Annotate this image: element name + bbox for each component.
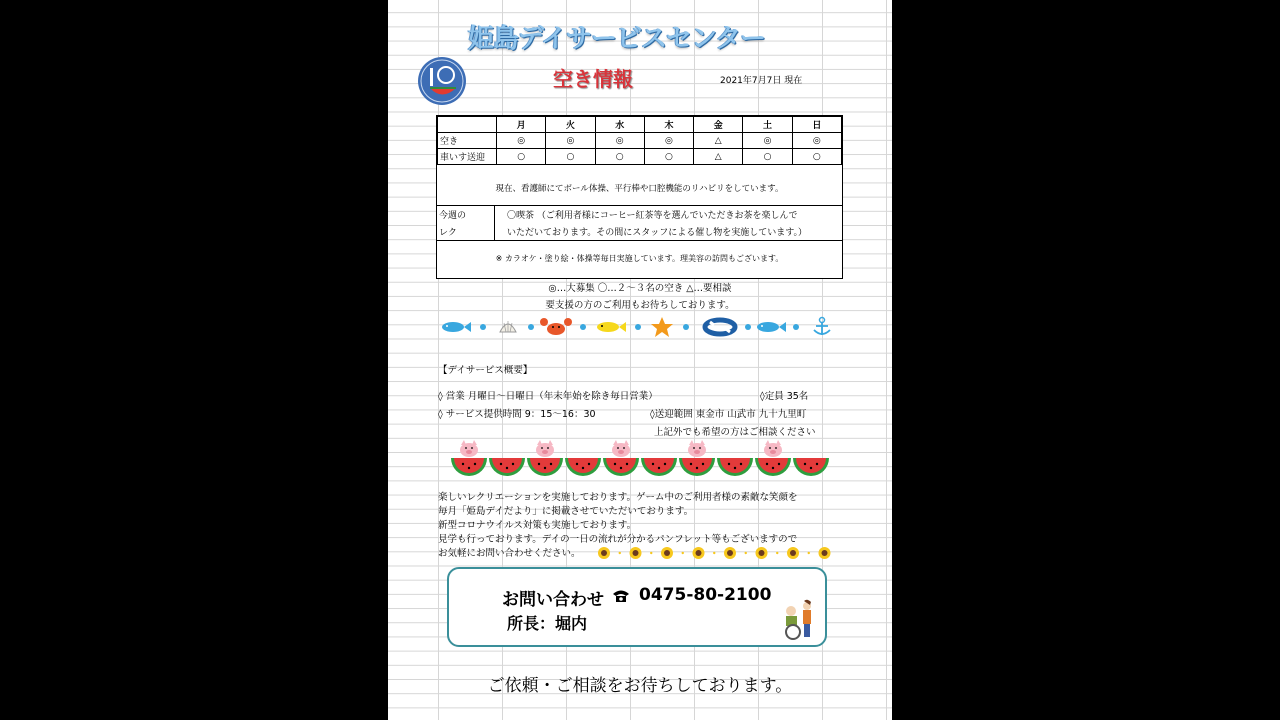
sunflower-icon bbox=[756, 547, 768, 559]
watermelon-slice-icon bbox=[451, 458, 487, 476]
wheelchair-cell: ○ bbox=[497, 149, 546, 165]
row-label-vacancy: 空き bbox=[438, 133, 497, 149]
transport-area: ◊送迎範囲 東金市 山武市 九十九里町 bbox=[650, 409, 807, 420]
phone-number: 0475-80-2100 bbox=[639, 585, 772, 605]
page-title: 姫島デイサービスセンター bbox=[468, 24, 766, 54]
paragraph-line: お気軽にお問い合わせください。 bbox=[438, 548, 581, 559]
day-header: 土 bbox=[743, 117, 792, 133]
row-label-wheelchair: 車いす送迎 bbox=[438, 149, 497, 165]
table-divider bbox=[437, 205, 842, 206]
as-of-date: 2021年7月7日 現在 bbox=[720, 76, 803, 86]
day-header: 火 bbox=[546, 117, 595, 133]
sunflower-icon bbox=[661, 547, 673, 559]
dot-icon bbox=[682, 552, 684, 554]
sea-decoration-border bbox=[438, 316, 838, 338]
director-name: 所長：堀内 bbox=[507, 614, 588, 633]
flyer-sheet bbox=[388, 0, 892, 720]
support-note: 要支援の方のご利用もお待ちしております。 bbox=[545, 300, 735, 311]
dot-icon bbox=[619, 552, 621, 554]
paragraph-line: 毎月「姫島デイだより」に掲載させていただいております。 bbox=[438, 506, 694, 517]
weekly-rec-label-line: 今週の bbox=[439, 211, 467, 221]
dot-icon bbox=[528, 324, 534, 330]
contact-box bbox=[447, 567, 827, 647]
wheelchair-cell: ○ bbox=[743, 149, 792, 165]
telephone-icon bbox=[612, 588, 630, 604]
paragraph-line: 見学も行っております。デイの一日の流れが分かるパンフレット等もございますので bbox=[438, 534, 798, 545]
rehab-note: 現在、看護師にてボール体操、平行棒や口腔機能のリハビリをしています。 bbox=[495, 184, 784, 194]
wheelchair-cell: ○ bbox=[644, 149, 693, 165]
watermelon-slice-icon bbox=[489, 458, 525, 476]
day-header: 木 bbox=[644, 117, 693, 133]
weekly-rec-label bbox=[439, 208, 491, 242]
contact-label: お問い合わせ bbox=[502, 590, 604, 610]
dot-icon bbox=[650, 552, 652, 554]
availability-table bbox=[436, 115, 843, 279]
weekly-rec-text bbox=[507, 208, 837, 242]
dot-icon bbox=[793, 324, 799, 330]
sunflower-icon bbox=[693, 547, 705, 559]
business-hours: ◊ 営業 月曜日～日曜日（年末年始を除き毎日営業） bbox=[438, 391, 658, 402]
overview-title: 【デイサービス概要】 bbox=[438, 365, 533, 376]
capacity: ◊定員 35名 bbox=[760, 391, 809, 402]
day-header: 金 bbox=[694, 117, 743, 133]
activity-note: ※ カラオケ・塗り絵・体操等毎日実施しています。理美容の訪問もございます。 bbox=[495, 254, 784, 263]
transport-area-note: 上記外でも希望の方はご相談ください bbox=[654, 427, 816, 438]
vacancy-cell: ◎ bbox=[644, 133, 693, 149]
wheelchair-caregiver-icon bbox=[779, 599, 815, 641]
watermelon-slice-icon bbox=[527, 458, 563, 476]
day-header: 水 bbox=[595, 117, 644, 133]
table-divider bbox=[494, 205, 495, 240]
wheelchair-cell: ○ bbox=[792, 149, 841, 165]
dot-icon bbox=[683, 324, 689, 330]
watermelon-slice-icon bbox=[641, 458, 677, 476]
sunflower-icon bbox=[598, 547, 610, 559]
day-header: 日 bbox=[792, 117, 841, 133]
weekly-rec-line: いただいております。その間にスタッフによる催し物を実施しています。） bbox=[507, 228, 808, 238]
sunflower-icon bbox=[724, 547, 736, 559]
anchor-icon bbox=[814, 318, 830, 336]
sunflower-icon bbox=[787, 547, 799, 559]
service-time: ◊ サービス提供時間 9：15～16：30 bbox=[438, 409, 596, 420]
fish-icon bbox=[442, 322, 471, 332]
vacancy-cell: ◎ bbox=[595, 133, 644, 149]
day-header: 月 bbox=[497, 117, 546, 133]
vacancy-cell: ◎ bbox=[497, 133, 546, 149]
yellow-fish-icon bbox=[597, 322, 626, 332]
pig-icon bbox=[764, 440, 782, 457]
watermelon-slice-icon bbox=[603, 458, 639, 476]
wheelchair-cell: △ bbox=[694, 149, 743, 165]
shell-icon bbox=[500, 321, 516, 332]
dot-icon bbox=[808, 552, 810, 554]
vacancy-cell: ◎ bbox=[546, 133, 595, 149]
watermelon-slice-icon bbox=[793, 458, 829, 476]
footer-message: ご依頼・ご相談をお待ちしております。 bbox=[487, 676, 793, 696]
vacancy-cell: ◎ bbox=[743, 133, 792, 149]
vacancy-cell: △ bbox=[694, 133, 743, 149]
fish-icon bbox=[757, 322, 786, 332]
dot-icon bbox=[745, 552, 747, 554]
table-divider bbox=[437, 240, 842, 241]
watermelon-slice-icon bbox=[717, 458, 753, 476]
crab-icon bbox=[540, 318, 572, 335]
wheelchair-cell: ○ bbox=[546, 149, 595, 165]
pig-icon bbox=[536, 440, 554, 457]
sunflower-icon bbox=[819, 547, 831, 559]
logo-icon bbox=[416, 55, 468, 107]
dot-icon bbox=[580, 324, 586, 330]
weekly-rec-label-line: レク bbox=[439, 228, 457, 238]
pig-icon bbox=[688, 440, 706, 457]
pig-icon bbox=[612, 440, 630, 457]
watermelon-slice-icon bbox=[755, 458, 791, 476]
wheelchair-cell: ○ bbox=[595, 149, 644, 165]
starfish-icon bbox=[651, 317, 673, 337]
watermelon-slice-icon bbox=[679, 458, 715, 476]
pig-icon bbox=[460, 440, 478, 457]
header-empty-cell bbox=[438, 117, 497, 133]
dot-icon bbox=[776, 552, 778, 554]
weekly-rec-line: 〇喫茶 （ご利用者様にコーヒー紅茶等を選んでいただきお茶を楽しんで bbox=[507, 211, 798, 221]
paragraph-line: 新型コロナウイルス対策も実施しております。 bbox=[438, 520, 637, 531]
dot-icon bbox=[713, 552, 715, 554]
paragraph-line: 楽しいレクリエーションを実施しております。ゲーム中のご利用者様の素敵な笑顔を bbox=[438, 492, 798, 503]
sunflower-icon bbox=[630, 547, 642, 559]
watermelon-decoration bbox=[450, 440, 830, 478]
symbol-legend: ◎…大募集 〇…２～３名の空き △…要相談 bbox=[548, 283, 732, 294]
dot-icon bbox=[745, 324, 751, 330]
sunflower-decoration bbox=[596, 545, 840, 561]
dot-icon bbox=[480, 324, 486, 330]
dot-icon bbox=[635, 324, 641, 330]
watermelon-slice-icon bbox=[565, 458, 601, 476]
section-subtitle: 空き情報 bbox=[553, 67, 633, 91]
life-ring-icon bbox=[705, 320, 735, 334]
vacancy-cell: ◎ bbox=[792, 133, 841, 149]
